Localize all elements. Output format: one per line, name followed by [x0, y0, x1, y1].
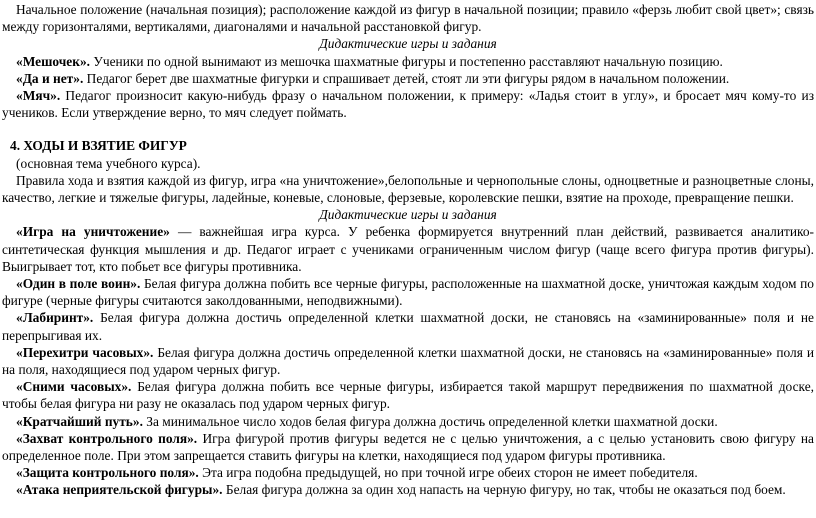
game-title: «Сними часовых».	[16, 379, 132, 395]
game-item-ataka-figury	[2, 481, 814, 498]
game-item-meshochek	[2, 53, 814, 70]
game-item-da-i-net	[2, 70, 814, 87]
game-title: «Мяч».	[16, 88, 61, 104]
em-dash: —	[169, 224, 200, 240]
game-item-myach	[2, 87, 814, 121]
section1-subtitle: Дидактические игры и задания	[319, 36, 497, 52]
section-note: (основная тема учебного курса).	[16, 155, 201, 171]
game-title: «Мешочек».	[16, 53, 91, 69]
game-description: Белая фигура должна за один ход напасть на черную фигуру, но так, чтобы не оказаться под боем.	[222, 482, 786, 498]
game-item-zakhvat-polya	[2, 430, 814, 464]
game-description: За минимальное число ходов белая фигура должна достичь определенной клетки шахматной доски.	[142, 413, 718, 429]
game-title: «Лабиринт».	[16, 310, 94, 326]
game-item-unichtozhenie	[2, 223, 814, 275]
game-description: Игра фигурой против фигуры ведется не с целью уничтожения, а с целью установить свою фигуру на определенное поле. При этом запрещается ставить фигуры на клетки, находящиеся под ударом фигуры противника.	[2, 430, 814, 464]
intro-paragraph: Начальное положение (начальная позиция); расположение каждой из фигур в начальной позиции; правило «ферзь любит свой цвет»; связь между горизонталями, вертикалями, диагоналями и начальной расстановкой фигур.	[2, 2, 814, 35]
game-description: Педагог произносит какую-нибудь фразу о начальном положении, к примеру: «Ладья стоит в углу», и бросает мяч кому-то из учеников. Если утверждение верно, то мяч следует поймать.	[2, 88, 814, 121]
game-description: Белая фигура должна достичь определенной клетки шахматной доски, не становясь на «заминированные» поля и на поля, находящиеся под ударом черных фигур.	[2, 344, 814, 378]
section2-subtitle: Дидактические игры и задания	[319, 207, 497, 223]
game-description: Белая фигура должна побить все черные фигуры, избирается такой маршрут передвижения по шахматной доске, чтобы белая фигура ни разу не оказалась под ударом черных фигур.	[2, 379, 814, 412]
game-description: Эта игра подобна предыдущей, но при точной игре обеих сторон не имеет победителя.	[198, 465, 698, 481]
game-description: Педагог берет две шахматные фигурки и спрашивает детей, стоят ли эти фигуры рядом в начальном положении.	[83, 70, 730, 86]
game-item-odin-v-pole-voin	[2, 275, 814, 309]
game-title: «Кратчайший путь».	[16, 413, 143, 429]
game-description: Ученики по одной вынимают из мешочка шахматные фигуры и постепенно расставляют начальную позицию.	[90, 53, 723, 69]
section-body-paragraph: Правила хода и взятия каждой из фигур, игра «на уничтожение»,белопольные и чернопольные слоны, одноцветные и разноцветные слоны, качество, легкие и тяжелые фигуры, ладейные, коневые, слоновые, ферзевые, королевские пешки, взятие на проходе, превращение пешки.	[2, 172, 814, 206]
document-body	[2, 1, 814, 499]
game-title: «Защита контрольного поля».	[16, 465, 199, 481]
game-title: «Перехитри часовых».	[16, 344, 154, 360]
game-description: важнейшая игра курса. У ребенка формируется внутренний план действий, развивается аналитико-синтетическая функция мышления и др. Педагог играет с учениками ограниченным числом фигур (чаще всего фигура против фигуры). Выигрывает тот, кто побьет все фигуры противника.	[2, 224, 814, 274]
section-heading: 4. ХОДЫ И ВЗЯТИЕ ФИГУР	[10, 138, 187, 154]
game-item-snimi-chasovykh	[2, 378, 814, 412]
game-item-perekhitri-chasovykh	[2, 344, 814, 378]
game-title: «Да и нет».	[16, 70, 84, 86]
game-title: «Один в поле воин».	[16, 276, 141, 292]
game-title: «Захват контрольного поля».	[16, 430, 198, 446]
game-description: Белая фигура должна побить все черные фигуры, расположенные на шахматной доске, уничтожая каждым ходом по фигуре (черные фигуры считаются заколдованными, неподвижными).	[2, 276, 814, 309]
game-item-labirint	[2, 309, 814, 343]
game-title: «Игра на уничтожение»	[16, 224, 170, 240]
game-title: «Атака неприятельской фигуры».	[16, 482, 223, 498]
game-item-kratchaishiy-put	[2, 413, 814, 430]
game-item-zashchita-polya	[2, 464, 814, 481]
game-description: Белая фигура должна достичь определенной клетки шахматной доски, не становясь на «заминированные» поля и не перепрыгивая их.	[2, 310, 814, 343]
